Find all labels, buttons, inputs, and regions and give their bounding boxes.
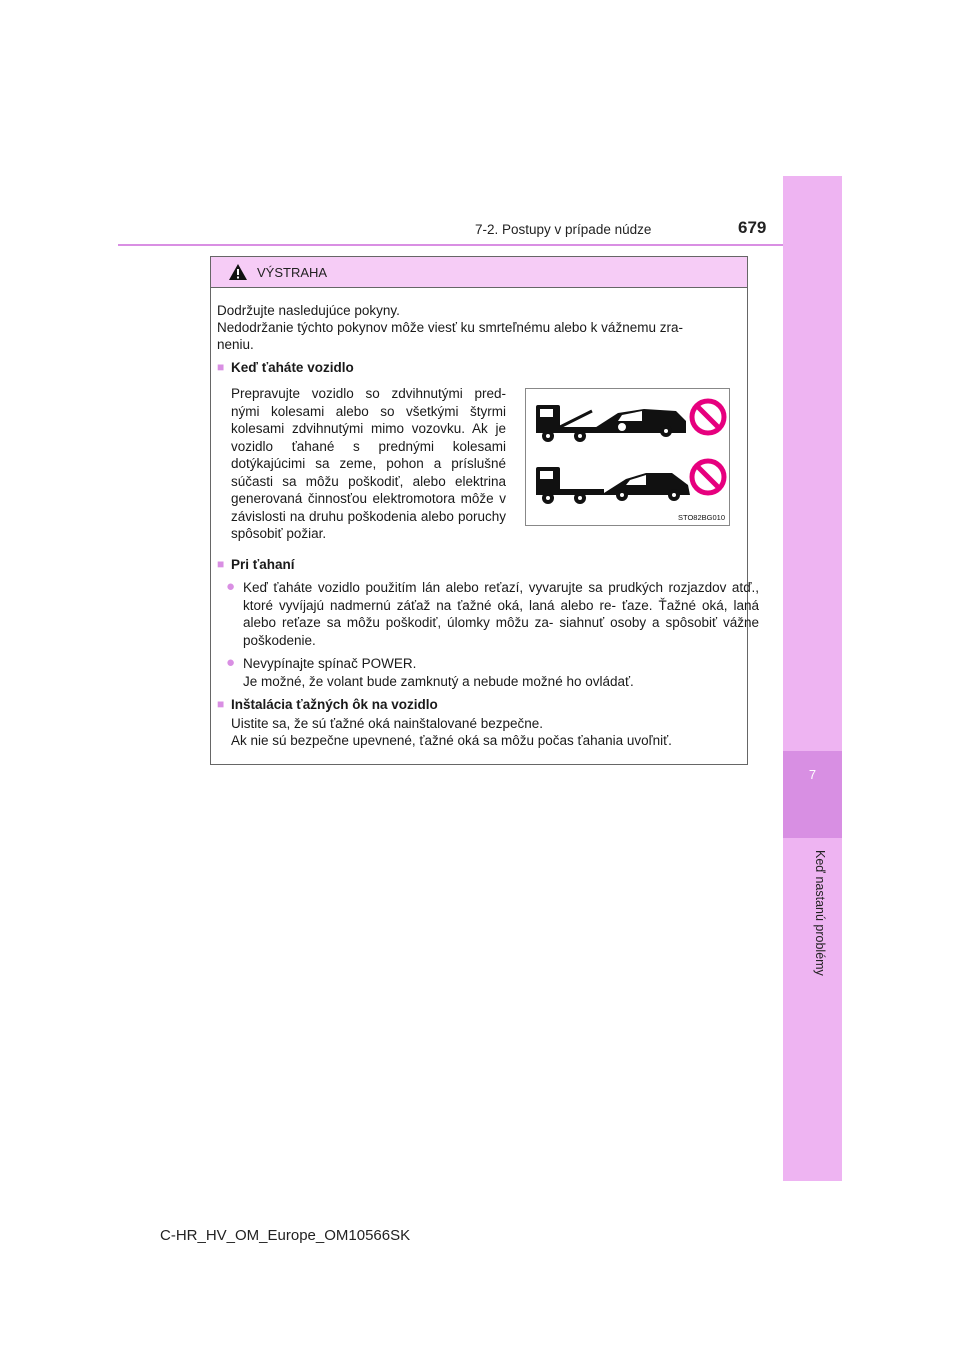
heading-tow-eyelets: ■ Inštalácia ťažných ôk na vozidlo xyxy=(217,697,438,712)
intro-line-1: Dodržujte nasledujúce pokyny. xyxy=(217,303,400,318)
prohibited-icon xyxy=(692,401,724,433)
towing-paragraph: Prepravujte vozidlo so zdvihnutými pred- nými kolesami alebo so všetkými štyrmi kolesami zdvihnutými mimo vozovku. Ak je vozidlo ťahané s prednými kolesami dotýkajúcimi sa zeme, pohon a príslušné súčasti sa môžu poškodiť, alebo elektrina generovaná činnosťou elektromotora môže v závislosti na druhu poškodenia alebo poruchy spôsobiť požiar. xyxy=(231,386,506,541)
tow-truck-icon xyxy=(536,405,686,442)
section-title: 7-2. Postupy v prípade núdze xyxy=(475,222,652,237)
eyelets-line-2: Ak nie sú bezpečne upevnené, ťažné oká sa môžu počas ťahania uvoľniť. xyxy=(231,733,672,748)
round-bullet-icon: ● xyxy=(226,654,236,671)
chapter-title: Keď nastanú problémy xyxy=(813,850,827,976)
document-code: C-HR_HV_OM_Europe_OM10566SK xyxy=(160,1227,411,1244)
square-bullet-icon: ■ xyxy=(217,360,225,374)
page-number: 679 xyxy=(738,218,767,237)
chapter-number-tab xyxy=(783,751,842,838)
heading-towing: ■ Keď ťaháte vozidlo xyxy=(217,360,354,375)
square-bullet-icon: ■ xyxy=(217,697,225,711)
intro-line-3: neniu. xyxy=(217,337,254,352)
warning-triangle-icon xyxy=(228,263,248,281)
round-bullet-icon: ● xyxy=(226,578,236,595)
towing-illustration xyxy=(525,388,730,526)
warning-header xyxy=(211,257,747,288)
bullet-item-1: ● Keď ťaháte vozidlo použitím lán alebo reťazí, vyvarujte sa prudkých rozjazdov atď., ktoré vyvíjajú nadmernú záťaž na ťažné oká, laná alebo re- ťaze. Ťažné oká, laná alebo reťaze sa môžu poškodiť, úlomky môžu za- siahnuť osoby a spôsobiť vážne poškodenie. xyxy=(226,578,759,648)
chapter-side-tab xyxy=(783,176,842,1181)
warning-label: VÝSTRAHA xyxy=(257,265,328,280)
intro-line-2: Nedodržanie týchto pokynov môže viesť ku smrteľnému alebo k vážnemu zra- xyxy=(217,320,683,335)
square-bullet-icon: ■ xyxy=(217,557,225,571)
bullet-item-2: ● Nevypínajte spínač POWER. Je možné, že volant bude zamknutý a nebude možné ho ovládať. xyxy=(226,654,634,689)
chapter-number: 7 xyxy=(808,767,817,782)
eyelets-line-1: Uistite sa, že sú ťažné oká nainštalované bezpečne. xyxy=(231,716,544,731)
heading-when-towing: ■ Pri ťahaní xyxy=(217,557,295,572)
flatbed-truck-icon xyxy=(536,467,690,504)
prohibited-icon-2 xyxy=(692,461,724,493)
figure-code: STO82BG010 xyxy=(678,513,725,522)
header-rule xyxy=(118,244,783,246)
